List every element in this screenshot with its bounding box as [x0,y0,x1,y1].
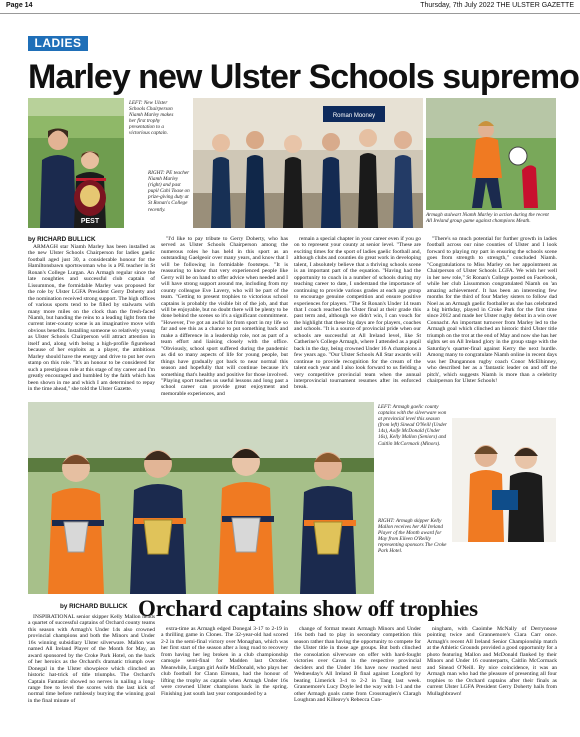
story2-col1-text: INSPIRATIONAL senior skipper Kelly Mallon heads a quartet of successful captains of Orchard county teams this season with Armagh's Under 14s also crowned provincial champions and both the Minors and Under 16s winning subsidiary Ulster silverware. Mallon was named All Ireland Player of the Month for May, an award sponsored by the Croke Park Hotel, on the back of her heroics as the Orchard's dramatic triumph over Donegal in the Ulster showpiece which clinched an historic hat-trick of title triumphs. The Orchard's Captain Fantastic showed no nerves in nailing a long-range free to level the scores with the last kick of normal time before ruthlessly burying the winning goal in the final minute of [28,614,155,704]
byline-2: by RICHARD BULLICK [60,603,128,610]
story1-col4-text: "There's so much potential for further growth in ladies football across our nine counties of Ulster and I look forward to playing my part in ensuring the schools scene goes from strength to strength," concluded Niamh. "Congratulations to Miss Marley on her appointment as Chairperson of Ulster Schools LGFA. We wish her well in her new role," St Ronan's College posted on Facebook, while her club Lissummon congratulated Niamh on 'an amazing achievement'. It has been an interesting few months for the third of four Marley sisters to follow dad Noel as an Armagh gaelic footballer as she has celebrated a big birthday, played in Croke Park for the first time since 2012 and made her Ulster rugby debut in a win over Connacht. An important turnover from Marley led to the Armagh goal which clinched an historic third Ulster title triumph on the trot at the end of May and now she has her sights set on All Ireland glory in the group stage with the Saturday's quarter-final against Kerry the next hurdle. Among many to congratulate Niamh online in recent days was her Dungannon rugby coach Conor McElhinney, who described her as a 'fantastic leader on and off the pitch', which suggests Niamh is more than a celebrity chairperson for Ulster Schools! [427,236,557,384]
caption-right-2: RIGHT: Armagh skipper Kelly Mallon receives her All Ireland Player of the Month award for May from Eileen O'Reilly representing sponsors The Croke Park Hotel. [378,518,447,555]
caption-far-1: Armagh stalwart Niamh Marley in action during the recent All Ireland group game against champions Meath. [426,212,549,225]
photo-captains [28,402,374,594]
story2-col2 [161,626,288,732]
story2-col4 [427,626,557,732]
caption-right-1: RIGHT: PE teacher Niamh Marley (right) and past pupil Cahi Toase on prize-giving duty at St Ronan's College recently. [148,170,190,213]
story2-col1 [28,614,155,732]
story1-col4 [427,236,557,396]
story2-col3 [294,626,421,732]
story1-col2-text: "I'd like to pay tribute to Gerry Doherty, who has served as Ulster Schools Chairperson among the numerous roles he has held in this sport as an outstanding Gaelgeoir over many years, and know that I will be following in formidable footsteps. "It is reassuring to know that very experienced people like Gerry will be on hand to offer advice when needed and I will have strong support around me, including from my county colleague Eve Lavery, who will be part of the team. "Getting to present trophies to victorious school captains is probably the visible bit of the job, and that will be enjoyable, but no doubt there will be plenty to be done behind the scenes so it's a significant commitment. "However, I've got an awful lot from sport in my life so far and see this as a chance to put something back and make a difference in a leadership role, not as part of a team effort and liaising closely with the office. "Obviously, school sport suffered during the pandemic as did so many aspects of life for young people, but things have gradually got back to near normal this season and hopefully that will continue because it's something that's healthy and positive for those involved. "Playing sport teaches us useful lessons and long past a school career can provide great enjoyment and memorable experiences, and [161,236,288,396]
page-header [0,0,580,14]
photo-action [426,98,556,210]
photo-school-group [193,98,423,228]
banner-text: Roman Mooney [332,113,376,119]
caption-left-2: LEFT: Armagh gaelic county captains with the silverware won at provincial level this season (from left) Sinead O'Neill (Under 14s), Aoife McDonald (Under 16s), Kelly Mallon (Seniors) and Caitlin McCormack (Minors). [378,404,447,447]
story2-col4-text: ningham, with Caoimhe McNally of Derrynoose pointing twice and Grannemore's Ciara Carr once. Armagh's recent All Ireland Senior Championship match at the Athletic Grounds provided a good opportunity for a photo featuring Mallon and McDonald flanked by their Minors and Under 16 counterparts, Caitlin McCormack and Sinead O'Neill. By nice coincidence, it was an Armagh man who had the pleasure of presenting all four trophies to the Orchard captains after their finals as current Ulster LGFA President Gerry Doherty hails from Mullaghbrawn! [427,626,557,697]
story1-col1 [28,244,155,396]
story2-col2-text: extra-time as Armagh edged Donegal 3-17 to 2-19 in a thrilling game in Clones. The 32-year-old had scored 2-2 in the semi-final victory over Monaghan, which was her first start of the season after a long road to recovery from having her leg broken in a club championship camogie semi-final for Madden last October. Meanwhile, Lurgan girl Aoife McDonald, who plays her club football for Clann Eireann, had the honour of lifting the trophy as captain when Armagh Under 16s were crowned Ulster champions back in the spring. Finishing just south last year compounded by a [161,626,288,697]
story2-col3-text: change of format meant Armagh Minors and Under 16s both had to play in secondary competition this season rather than having the opportunity to compete for the Ulster title in those age groups. But both clinched the consolation silverware on offer with hard-fought victories over Cavan in the respective provincial deciders and the Under 16s have now reached next Wednesday's All Ireland B final against Longford by beating Limerick 3-4 to 2-2 in Tang last week. Grannemore's Lucy Doyle led the way with 1-1 and the other Armagh goals came from Crossmaglen's Claragh Loughran and Killeavy's Rebecca Cun- [294,626,421,703]
photo-award [452,418,556,542]
story1-col3 [294,236,421,396]
story1-col2 [161,236,288,396]
headline-1: Marley new Ulster Schools supremo [28,58,579,96]
story1-col3-text: remain a special chapter in your career even if you go on to represent your county at senior level. "These are exciting times for the sport of ladies gaelic football and, although clubs and counties do great work in developing talent, I absolutely believe that a thriving schools scene is an important part of the equation. "Having had the opportunity to coach in a number of schools during my teaching career to date, I understand the importance of continuing to provide various grades at each age group to encourage genuine competition and ensure positive experiences for players. "The St Ronan's Under 14 team that I coach reached the Ulster final at their grade this past term and, although we didn't win, I can vouch for the highlight that these big days are for players, coaches and schools. "It is a source of provincial pride when our schools are successful at All Ireland level, like St Catherine's College Armagh, where I attended as a pupil back in the day, being crowned Under 16 A champions a few years ago. "Our Ulster Schools All Star awards will continue to provide recognition for the cream of the talent each year and I also look forward to us fielding a very competitive provincial team when the annual interprovincial tournament resumes after its enforced break. [294,236,421,391]
page-number: Page 14 [6,2,33,9]
caption-left-1: LEFT: New Ulster Schools Chairperson Niamh Marley makes her first trophy presentation to a victorious captain. [129,100,174,137]
story1-col1-text: ARMAGH star Niamh Marley has been installed as the new Ulster Schools Chairperson for ladies gaelic football aged just 30, a considerable honour for the Hamiltonsbawn sportswoman who is a PE teacher in St Ronan's College Lurgan. An Armagh regular since the late noughties and successful club captain of Lissummon, the formidable Marley was proposed for the role by Ulster LGFA President Gerry Doherty and the nomination received strong support. The high offices of various sports tend to be filled by stalwarts with many more miles on the clock than the fresh-faced Niamh, but handing the reins to a leading light from the current inter-county scene is an imaginative move with obvious benefits. Installing someone so relatively young as Ulster Schools Chairperson will attract attention in itself and, along with being a high-profile figurehead because of her exploits as a player, the ambitious Marley should have the energy and drive to put her own stamp on this role. "It's an honour to be considered for such a prestigious role at this stage of my career and I'm greatly encouraged and humbled by the faith which has been shown in me and which I am determined to repay in the time ahead," she told the Ulster Gazette. [28,244,155,392]
section-label: LADIES [28,36,88,51]
headline-2: Orchard captains show off trophies [138,596,478,621]
photo-presentation [28,98,124,228]
dateline: Thursday, 7th July 2022 THE ULSTER GAZETTE [420,2,574,9]
shield-label: PEST [80,218,100,225]
byline-1: by RICHARD BULLICK [28,236,96,243]
